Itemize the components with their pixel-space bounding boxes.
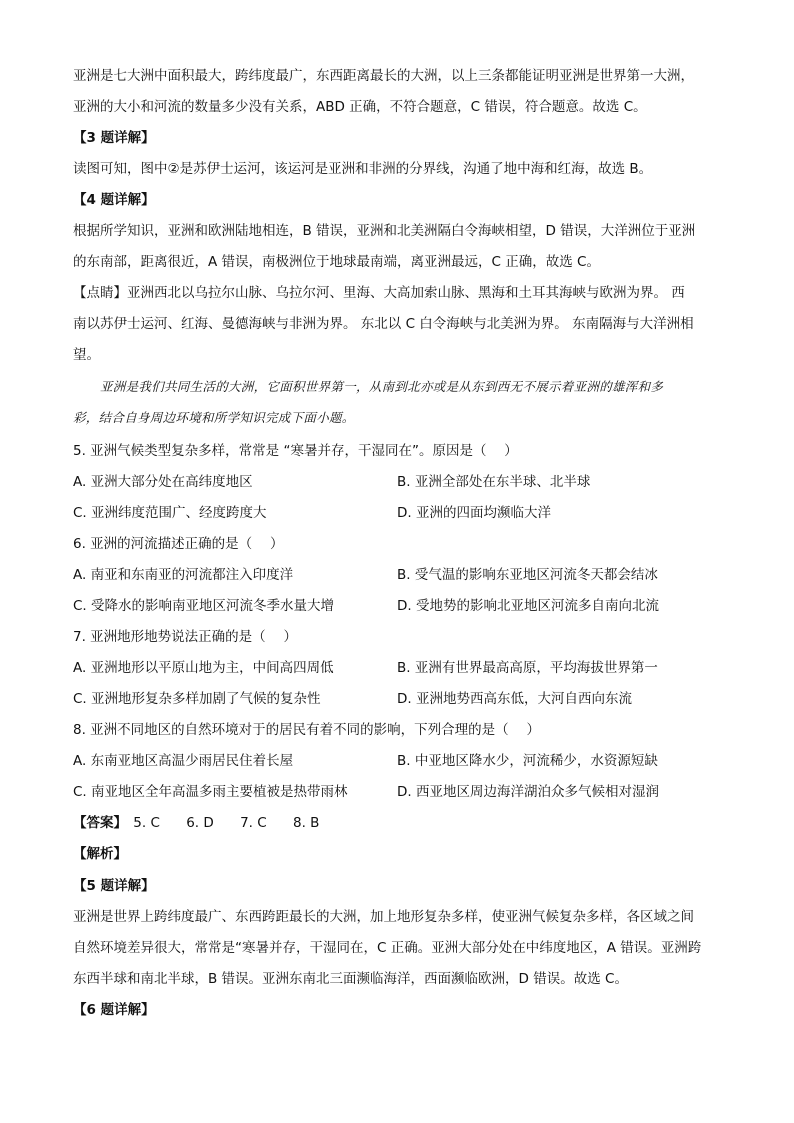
option-d: D. 亚洲地势西高东低，大河自西向东流: [397, 691, 632, 707]
tip-line: 【点睛】亚洲西北以乌拉尔山脉、乌拉尔河、里海、大高加索山脉、黑海和土耳其海峡与欧洲为界。 西: [73, 285, 685, 301]
option-b: B. 中亚地区降水少，河流稀少，水资源短缺: [397, 753, 658, 769]
reading-intro: 彩，结合自身周边环境和所学知识完成下面小题。: [73, 410, 355, 425]
option-b: B. 受气温的影响东亚地区河流冬天都会结冰: [397, 567, 658, 583]
question-stem: 7. 亚洲地形地势说法正确的是（ ）: [73, 629, 297, 645]
option-a: A. 东南亚地区高温少雨居民住着长屋: [73, 753, 294, 769]
text-line: 自然环境差异很大，常常是“寒暑并存，干湿同在，C 正确。亚洲大部分处在中纬度地区，A 错误。亚洲跨: [73, 940, 702, 956]
option-c: C. 亚洲纬度范围广、经度跨度大: [73, 505, 267, 521]
option-c: C. 南亚地区全年高温多雨主要植被是热带雨林: [73, 784, 348, 800]
section-heading-q3: 【3 题详解】: [73, 130, 155, 146]
section-heading-q5: 【5 题详解】: [73, 878, 155, 894]
option-a: A. 亚洲地形以平原山地为主，中间高四周低: [73, 660, 334, 676]
text-line: 亚洲是七大洲中面积最大，跨纬度最广，东西距离最长的大洲，以上三条都能证明亚洲是世界第一大洲，: [73, 68, 694, 84]
answer-key: [73, 813, 329, 833]
question-stem: 5. 亚洲气候类型复杂多样，常常是 “寒暑并存，干湿同在”。原因是（ ）: [73, 443, 518, 459]
option-d: D. 亚洲的四面均濒临大洋: [397, 505, 551, 521]
answer-item: 6. D: [186, 815, 214, 831]
option-c: C. 亚洲地形复杂多样加剧了气候的复杂性: [73, 691, 321, 707]
option-a: A. 南亚和东南亚的河流都注入印度洋: [73, 567, 294, 583]
text-line: 亚洲的大小和河流的数量多少没有关系，ABD 正确，不符合题意，C 错误，符合题意。故选 C。: [73, 99, 647, 115]
answer-item: 8. B: [292, 815, 320, 831]
reading-intro: 亚洲是我们共同生活的大洲，它面积世界第一，从南到北亦或是从东到西无不展示着亚洲的雄浑和多: [100, 379, 664, 394]
tip-line: 南以苏伊士运河、红海、曼德海峡与非洲为界。 东北以 C 白令海峡与北美洲为界。 东南隔海与大洋洲相: [73, 316, 694, 332]
option-a: A. 亚洲大部分处在高纬度地区: [73, 474, 253, 490]
option-b: B. 亚洲有世界最高高原，平均海拔世界第一: [397, 660, 658, 676]
analysis-heading: 【解析】: [73, 846, 127, 862]
question-stem: 8. 亚洲不同地区的自然环境对于的居民有着不同的影响，下列合理的是（ ）: [73, 722, 540, 738]
section-heading-q4: 【4 题详解】: [73, 192, 155, 208]
text-line: 亚洲是世界上跨纬度最广、东西跨距最长的大洲，加上地形复杂多样，使亚洲气候复杂多样，各区域之间: [73, 909, 694, 925]
option-d: D. 受地势的影响北亚地区河流多自南向北流: [397, 598, 659, 614]
question-stem: 6. 亚洲的河流描述正确的是（ ）: [73, 536, 284, 552]
option-b: B. 亚洲全部处在东半球、北半球: [397, 474, 591, 490]
text-line: 读图可知，图中②是苏伊士运河，该运河是亚洲和非洲的分界线，沟通了地中海和红海，故选 B。: [73, 161, 653, 177]
answer-item: 7. C: [240, 815, 267, 831]
section-heading-q6: 【6 题详解】: [73, 1002, 155, 1018]
answer-item: 5. C: [133, 815, 160, 831]
tip-line: 望。: [73, 347, 100, 363]
option-c: C. 受降水的影响南亚地区河流冬季水量大增: [73, 598, 335, 614]
text-line: 根据所学知识，亚洲和欧洲陆地相连，B 错误，亚洲和北美洲隔白令海峡相望，D 错误，大洋洲位于亚洲: [73, 223, 696, 239]
option-d: D. 西亚地区周边海洋湖泊众多气候相对湿润: [397, 784, 659, 800]
answer-label: 【答案】: [73, 815, 127, 831]
text-line: 的东南部，距离很近，A 错误，南极洲位于地球最南端，离亚洲最远，C 正确，故选 C。: [73, 254, 600, 270]
text-line: 东西半球和南北半球，B 错误。亚洲东南北三面濒临海洋，西面濒临欧洲，D 错误。故选 C。: [73, 971, 628, 987]
